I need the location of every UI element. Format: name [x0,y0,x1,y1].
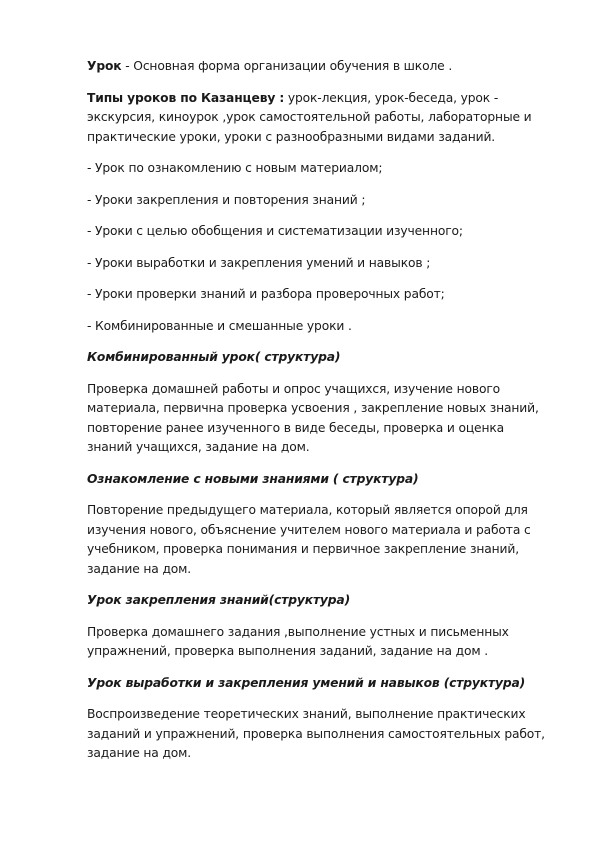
list-item: - Уроки выработки и закрепления умений и навыков ; [87,255,431,270]
list-item: - Уроки проверки знаний и разбора проверочных работ; [87,287,445,301]
section-body: Воспроизведение теоретических знаний, выполнение практических заданий и упражнений, проверка выполнения самостоятельных работ, задание на дом. [87,707,545,760]
types-label: Типы уроков по Казанцеву : [87,90,285,105]
list-item: - Комбинированные и смешанные уроки . [87,318,352,333]
section-heading: Урок закрепления знаний(структура) [87,593,351,607]
definition-term: Урок [87,59,122,73]
section-heading: Ознакомление с новыми знаниями ( структура) [87,471,419,486]
section-body: Проверка домашнего задания ,выполнение устных и письменных упражнений, проверка выполнения заданий, задание на дом . [87,624,509,658]
list-item: - Уроки закрепления и повторения знаний ; [87,192,366,207]
section-heading: Урок выработки и закрепления умений и навыков (структура) [87,675,526,690]
list-item: - Уроки с целью обобщения и систематизации изученного; [87,224,463,238]
types-paragraph [87,89,547,148]
section-body: Повторение предыдущего материала, который является опорой для изучения нового, объяснение учителем нового материала и работа с учебником, проверка понимания и первичное закрепление знаний, задание на дом. [87,503,531,576]
definition-paragraph [87,57,547,77]
section-body: Проверка домашней работы и опрос учащихся, изучение нового материала, первична проверка усвоения , закрепление новых знаний, повторение ранее изученного в виде беседы, проверка и оценка знаний учащихся, задание на дом. [87,381,539,454]
section-heading: Комбинированный урок( структура) [87,350,341,364]
definition-text: - Основная форма организации обучения в школе . [121,59,453,73]
document-body [87,57,547,776]
list-item: - Урок по ознакомлению с новым материалом; [87,161,383,175]
types-text: урок-лекция, урок-беседа, урок - экскурсия, киноурок ,урок самостоятельной работы, лабораторные и практические уроки, уроки с разнообразными видами заданий. [87,90,532,144]
